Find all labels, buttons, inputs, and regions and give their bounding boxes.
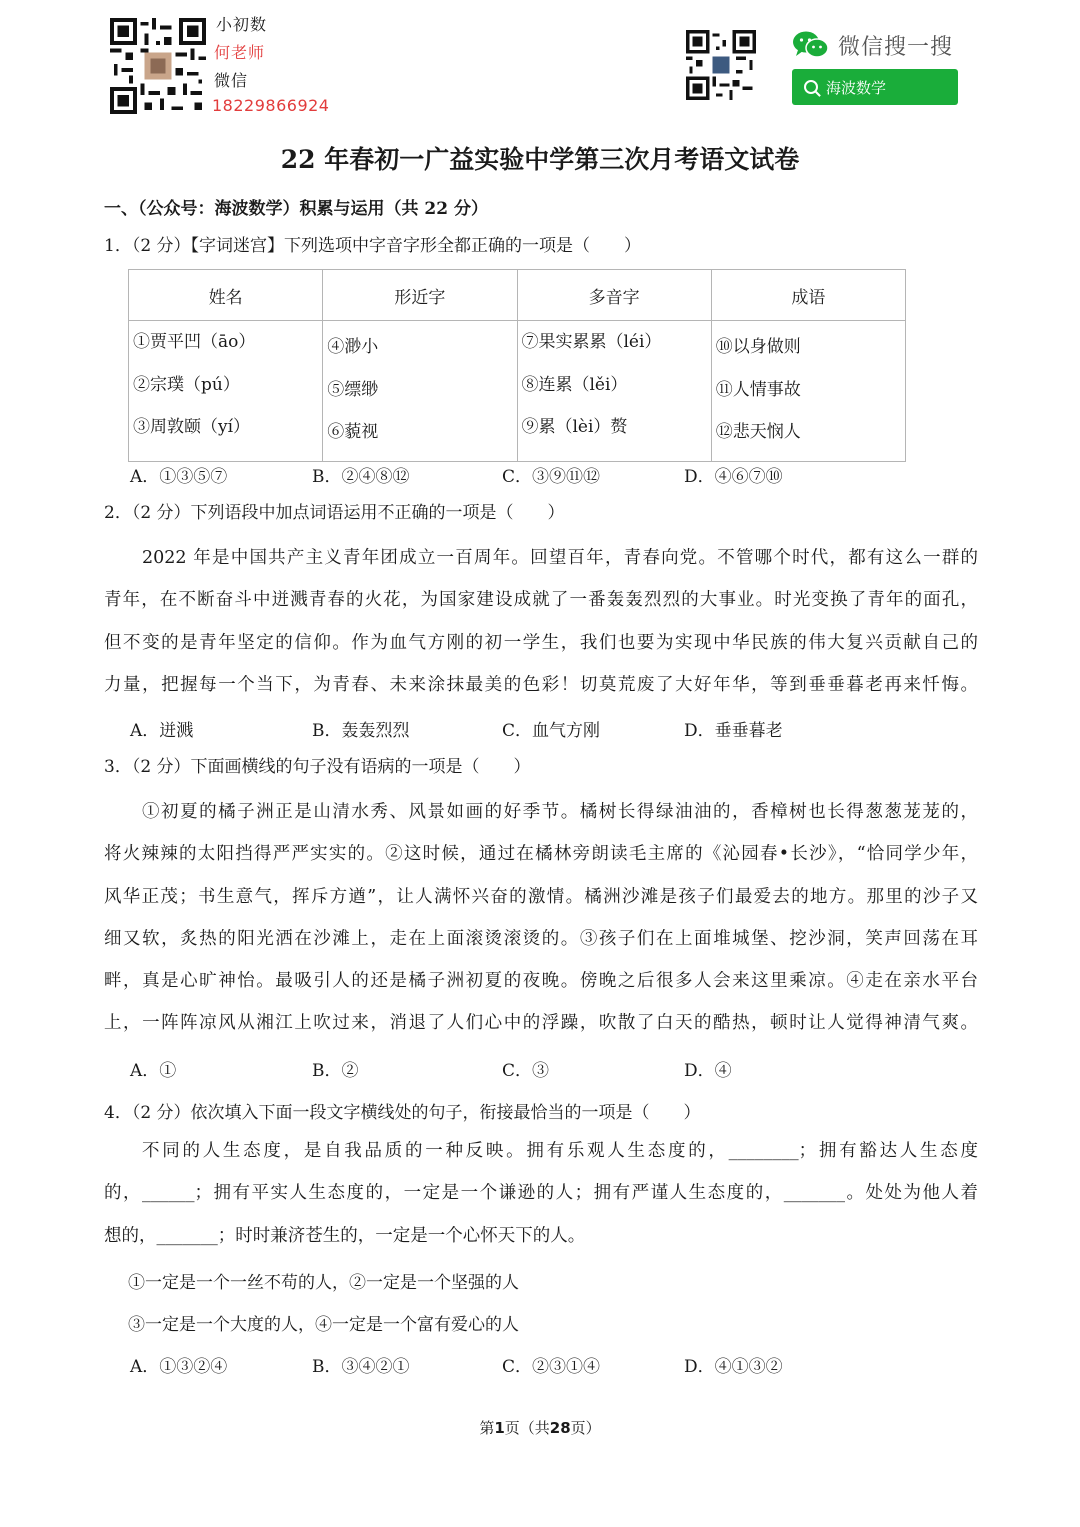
- option-a[interactable]: A．①: [130, 1061, 177, 1081]
- q2-prompt: 2．（2 分）下列语段中加点词语运用不正确的一项是（ ）: [104, 503, 565, 523]
- passage-line: 但不变的是青年坚定的信仰。作为血气方刚的初一学生，我们也要为实现中华民族的伟大复兴贡献自己的: [104, 632, 978, 653]
- wechat-icon: [792, 30, 830, 60]
- table-cell-polyphone: [517, 321, 711, 462]
- passage-line: 上，一阵阵凉风从湘江上吹过来，消退了人们心中的浮躁，吹散了白天的酷热，顿时让人觉得神清气爽。: [104, 1013, 978, 1034]
- qr-code-wechat: [686, 30, 756, 100]
- table-cell-names: [129, 321, 323, 462]
- page-title: 22 年春初一广益实验中学第三次月考语文试卷: [280, 145, 800, 174]
- option-d[interactable]: D．④⑥⑦⑩: [684, 467, 783, 487]
- passage-line: 的，______；拥有平实人生态度的，一定是一个谦逊的人；拥有严谨人生态度的，_______。处处为他人着: [104, 1183, 978, 1204]
- list-item: ⑩以身做则: [715, 337, 801, 357]
- list-item: ⑧连累（lěi）: [521, 374, 628, 395]
- option-a[interactable]: A．①③②④: [130, 1357, 228, 1377]
- option-c[interactable]: C．②③①④: [502, 1357, 601, 1377]
- teacher-phone: 18229866924: [212, 96, 330, 115]
- list-item: ③周敦颐（yí）: [133, 417, 251, 437]
- table-cell-similar: [323, 321, 517, 462]
- passage-line: 不同的人生态度，是自我品质的一种反映。拥有乐观人生态度的，________；拥有豁达人生态度: [142, 1141, 978, 1161]
- passage-line: 畔，真是心旷神怡。最吸引人的还是橘子洲初夏的夜晚。傍晚之后很多人会来这里乘凉。④走在亲水平台: [104, 971, 978, 992]
- option-d[interactable]: D．④①③②: [684, 1357, 783, 1377]
- option-c[interactable]: C．③⑨⑪⑫: [502, 467, 601, 487]
- footer-prefix: 第: [479, 1419, 495, 1437]
- passage-line: 2022 年是中国共产主义青年团成立一百周年。回望百年，青春向党。不管哪个时代，都有这么一群的: [142, 548, 978, 568]
- search-label: 海波数学: [826, 78, 887, 97]
- list-item: ⑦果实累累（léi）: [521, 332, 662, 352]
- q3-passage: [104, 791, 978, 1045]
- list-item: ⑥藐视: [327, 422, 379, 442]
- teacher-label-wechat: 微信: [214, 71, 249, 90]
- option-a[interactable]: A．迸溅: [130, 721, 194, 741]
- list-item: ⑨累（lèi）赘: [521, 417, 628, 437]
- page-footer: [0, 1417, 1080, 1438]
- q4-choice-line: ①一定是一个一丝不苟的人，②一定是一个坚强的人: [128, 1273, 519, 1293]
- wechat-brand-label: 微信搜一搜: [838, 34, 954, 60]
- q2-passage: [104, 537, 978, 706]
- list-item: ⑪人情事故: [715, 379, 801, 400]
- passage-line: 青年，在不断奋斗中迸溅青春的火花，为国家建设成就了一番轰轰烈烈的大事业。时光变换了青年的面孔，: [104, 590, 978, 611]
- option-c[interactable]: C．③: [502, 1061, 550, 1081]
- list-item: ⑫悲天悯人: [715, 422, 801, 442]
- table-cell-idiom: [711, 321, 905, 462]
- q4-passage: [104, 1130, 978, 1257]
- q4-prompt: 4．（2 分）依次填入下面一段文字横线处的句子，衔接最恰当的一项是（ ）: [104, 1103, 701, 1123]
- table-header: 姓名: [129, 270, 323, 321]
- wechat-search-button[interactable]: [792, 69, 958, 105]
- passage-line: 细又软，炙热的阳光洒在沙滩上，走在上面滚烫滚烫的。③孩子们在上面堆城堡、挖沙洞，笑声回荡在耳: [104, 928, 978, 949]
- list-item: ⑤缥缈: [327, 379, 379, 400]
- option-d[interactable]: D．垂垂暮老: [684, 721, 783, 741]
- page-number: 1: [494, 1419, 505, 1437]
- passage-line: 力量，把握每一个当下，为青春、未来涂抹最美的色彩！切莫荒废了大好年华，等到垂垂暮老再来忏悔。: [104, 674, 978, 695]
- q1-table: [128, 269, 906, 462]
- passage-line: 风华正茂；书生意气，挥斥方遒”，让人满怀兴奋的激情。橘洲沙滩是孩子们最爱去的地方。那里的沙子又: [104, 886, 978, 907]
- wechat-search-brand: [792, 28, 962, 62]
- option-b[interactable]: B．轰轰烈烈: [312, 721, 410, 741]
- passage-line: ①初夏的橘子洲正是山清水秀、风景如画的好季节。橘树长得绿油油的，香樟树也长得葱葱茏茏的，: [142, 802, 978, 822]
- qr-code-teacher: [110, 18, 206, 114]
- q4-choice-line: ③一定是一个大度的人，④一定是一个富有爱心的人: [128, 1315, 519, 1335]
- option-b[interactable]: B．②: [312, 1061, 359, 1081]
- list-item: ②宗璞（pú）: [133, 374, 240, 395]
- teacher-name: 何老师: [214, 43, 266, 62]
- q3-prompt: 3．（2 分）下面画横线的句子没有语病的一项是（ ）: [104, 757, 531, 777]
- table-header: 成语: [711, 270, 905, 321]
- page-total: 28: [549, 1419, 571, 1437]
- section-heading: 一、（公众号：海波数学）积累与运用（共 22 分）: [104, 199, 488, 219]
- list-item: ①贾平凹（āo）: [133, 332, 256, 352]
- option-b[interactable]: B．②④⑧⑫: [312, 467, 410, 487]
- footer-mid: 页（共: [504, 1419, 550, 1437]
- passage-line: 想的，_______；时时兼济苍生的，一定是一个心怀天下的人。: [104, 1225, 586, 1246]
- search-icon: [804, 80, 818, 94]
- list-item: ④渺小: [327, 337, 379, 357]
- passage-line: 将火辣辣的太阳挡得严严实实的。②这时候，通过在橘林旁朗读毛主席的《沁园春•长沙》，“恰同学少年，: [104, 844, 978, 865]
- table-header: 形近字: [323, 270, 517, 321]
- option-c[interactable]: C．血气方刚: [502, 721, 601, 741]
- table-header: 多音字: [517, 270, 711, 321]
- footer-suffix: 页）: [570, 1419, 601, 1437]
- q1-prompt: 1．（2 分）【字词迷宫】下列选项中字音字形全都正确的一项是（ ）: [104, 236, 642, 256]
- option-b[interactable]: B．③④②①: [312, 1357, 410, 1377]
- option-d[interactable]: D．④: [684, 1061, 732, 1081]
- teacher-label-1: 小初数: [216, 15, 268, 34]
- option-a[interactable]: A．①③⑤⑦: [130, 467, 228, 487]
